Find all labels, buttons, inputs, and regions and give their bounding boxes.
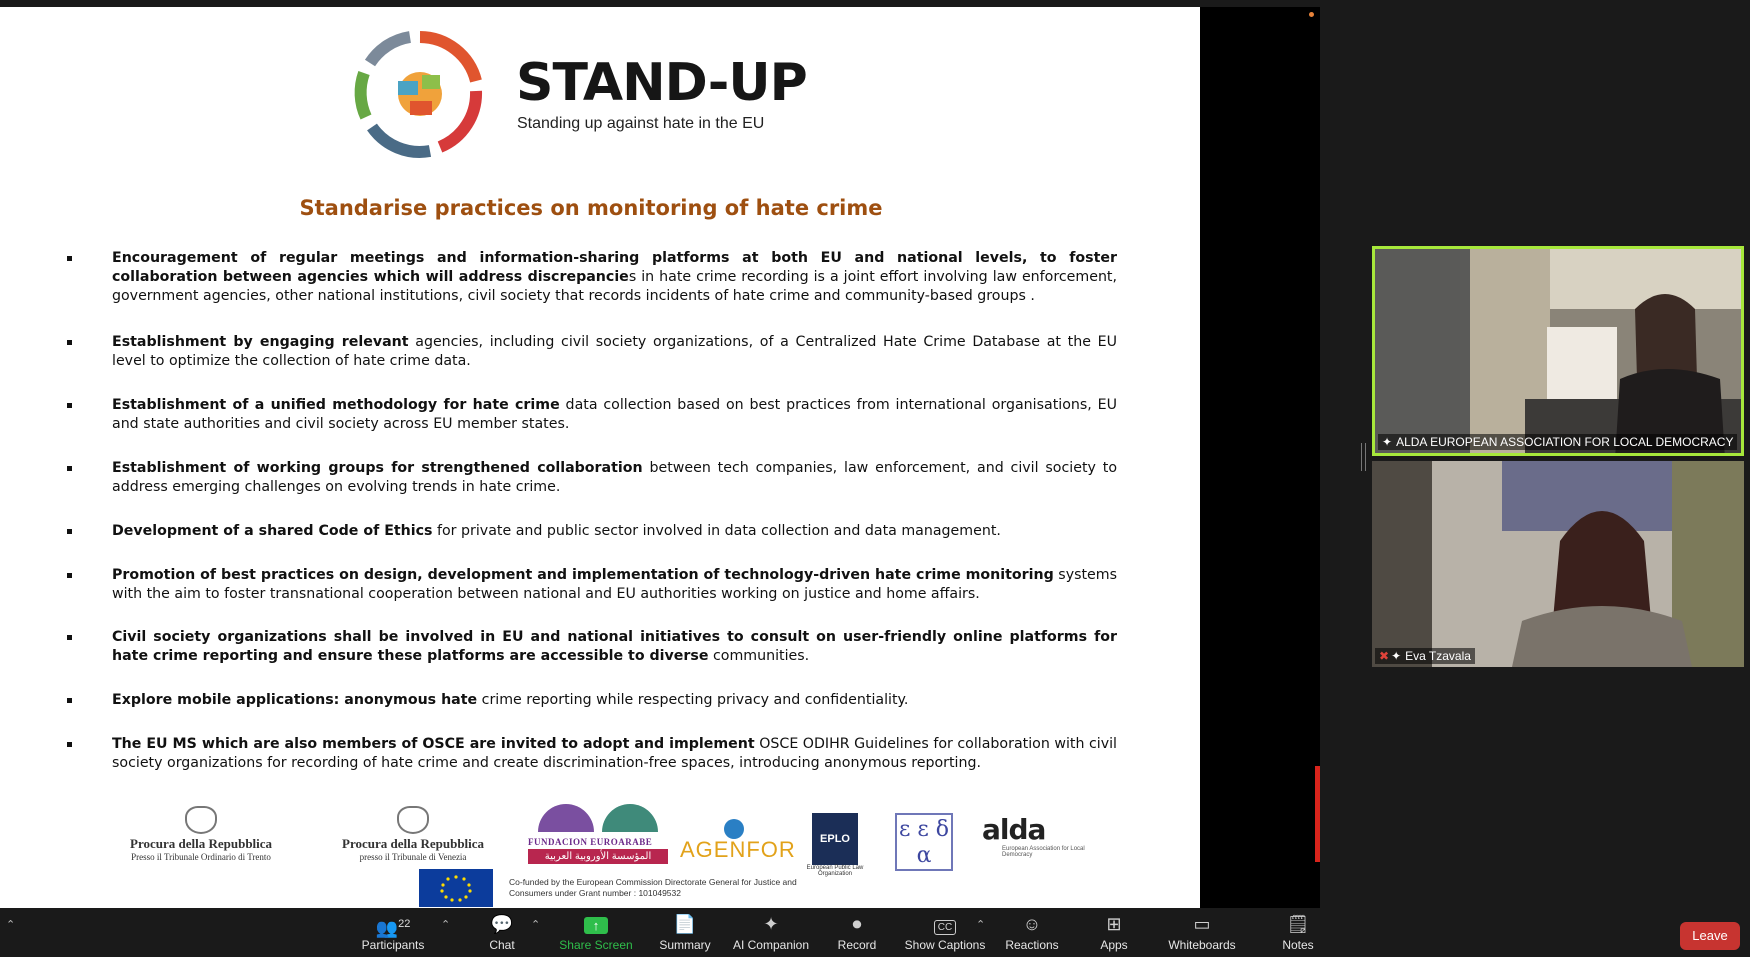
- brand-title: STAND-UP: [516, 53, 807, 113]
- participants-label: Participants: [361, 938, 425, 952]
- agenfor-icon: [724, 819, 744, 839]
- reactions-label: Reactions: [1005, 938, 1059, 952]
- share-screen-icon: ↑: [558, 908, 634, 938]
- bullet-icon: [67, 340, 72, 345]
- summary-button[interactable]: [654, 908, 716, 957]
- fundacion-name: FUNDACION EUROARABE: [528, 837, 653, 847]
- record-icon: ⏺: [852, 914, 862, 934]
- bullet-bold-text: Establishment of a unified methodology for hate crime: [112, 397, 560, 413]
- share-screen-button[interactable]: [558, 908, 634, 957]
- participants-icon: 👥$^{22}$: [375, 918, 411, 938]
- show-captions-label: Show Captions: [904, 938, 986, 952]
- participant-video-frame: [1372, 461, 1744, 667]
- bullet-text: systems with the aim to foster transnational cooperation between national and EU authorities working on justice and home affairs.: [112, 567, 1117, 602]
- bullet-icon: [67, 742, 72, 747]
- whiteboards-label: Whiteboards: [1168, 938, 1236, 952]
- muted-mic-icon: ✖: [1379, 649, 1390, 663]
- procura-venezia-logo: [342, 806, 484, 862]
- bullet-text: agencies, including civil society organizations, of a Centralized Hate Crime Database at the EU level to optimize the collection of hate crime data.: [112, 334, 1117, 369]
- participants-button[interactable]: [356, 908, 430, 957]
- procura-venezia-sub: presso il Tribunale di Venezia: [359, 852, 467, 862]
- bullet-text: data collection based on best practices from international organisations, EU and state authorities and civil society across EU member states.: [112, 397, 1117, 432]
- bullet-icon: [67, 256, 72, 261]
- slide-title: Standarise practices on monitoring of hate crime: [299, 196, 883, 220]
- fundacion-arabic-name: المؤسسة الأوروبية العربية: [528, 849, 668, 864]
- notes-button[interactable]: [1280, 908, 1316, 957]
- summary-label: Summary: [659, 938, 711, 952]
- apps-button[interactable]: [1096, 908, 1132, 957]
- participant-video-alda[interactable]: [1372, 246, 1744, 456]
- record-button[interactable]: [834, 908, 880, 957]
- stand-up-logo-icon: [350, 29, 490, 159]
- eplo-logo: [806, 813, 865, 877]
- chat-label: Chat: [489, 938, 515, 952]
- chat-button[interactable]: [480, 908, 524, 957]
- agenfor-logo: [680, 819, 796, 863]
- captions-icon: CC: [902, 908, 988, 938]
- bullet-bold-text: Encouragement of regular meetings and information-sharing platforms at both EU and national levels, to foster collaboration between agencies which will address discrepancie: [112, 250, 1117, 285]
- bullet-text: communities.: [708, 648, 810, 664]
- bullet-bold-text: Establishment of working groups for strengthened collaboration: [112, 460, 643, 476]
- whiteboards-button[interactable]: [1166, 908, 1238, 957]
- alda-name: alda: [982, 813, 1046, 846]
- agenfor-name: AGENFOR: [680, 837, 796, 862]
- captions-caret-icon[interactable]: ⌃: [976, 919, 986, 931]
- scroll-indicator: [1315, 766, 1320, 862]
- bullet-bold-text: The EU MS which are also members of OSCE are invited to adopt and implement: [112, 736, 755, 752]
- italian-emblem-icon: [185, 806, 217, 834]
- apps-icon: ⊞: [1106, 914, 1122, 934]
- alda-sub: European Association for Local Democracy: [1002, 846, 1085, 858]
- bullet-text: crime reporting while respecting privacy and confidentiality.: [477, 692, 909, 708]
- participant-name-tag: [1378, 434, 1737, 450]
- chat-caret-icon[interactable]: ⌃: [531, 919, 541, 931]
- top-strip: [0, 0, 1750, 7]
- alda-logo: [982, 813, 1092, 858]
- summary-icon: 📄: [673, 914, 697, 934]
- participant-name-tag: [1375, 648, 1475, 664]
- presentation-slide: [0, 7, 1200, 908]
- bullet-bold-text: Civil society organizations shall be involved in EU and national initiatives to consult on user-friendly online platforms for hate crime reporting and ensure these platforms are accessible to diverse: [112, 629, 1117, 664]
- ai-companion-label: AI Companion: [732, 938, 810, 952]
- cofunding-statement: Co-funded by the European Commission Directorate General for Justice and Consumers under Grant number : 101049532: [509, 877, 797, 898]
- whiteboard-icon: ▭: [1193, 914, 1211, 934]
- procura-trento-name: Procura della Repubblica: [130, 836, 273, 851]
- chat-icon: 💬: [490, 914, 514, 934]
- eu-flag-icon: [419, 869, 493, 907]
- participants-count: 22: [398, 918, 411, 930]
- audio-options-caret-icon[interactable]: ⌃: [6, 919, 16, 931]
- eplo-sub: European Public Law Organization: [806, 865, 864, 877]
- leave-button[interactable]: Leave: [1680, 922, 1740, 950]
- bullet-text: for private and public sector involved in data collection and data management.: [432, 523, 1001, 539]
- pin-icon: ✦: [1382, 435, 1393, 449]
- brand-tagline: Standing up against hate in the EU: [517, 115, 765, 132]
- bullet-icon: [67, 573, 72, 578]
- greek-letters-logo: ε ε δ α: [895, 813, 953, 871]
- notes-label: Notes: [1282, 938, 1314, 952]
- eplo-name: EPLO: [812, 813, 858, 865]
- fundacion-euroarabe-logo: [528, 804, 668, 864]
- show-captions-button[interactable]: [902, 908, 988, 957]
- meeting-toolbar: [0, 908, 1750, 957]
- procura-trento-sub: Presso il Tribunale Ordinario di Trento: [131, 852, 271, 862]
- ai-companion-icon: ✦: [763, 914, 779, 934]
- apps-label: Apps: [1100, 938, 1128, 952]
- fundacion-domes-icon: [528, 804, 668, 832]
- reactions-icon: ☺: [1022, 914, 1042, 934]
- record-label: Record: [837, 938, 877, 952]
- bullet-icon: [67, 698, 72, 703]
- procura-trento-logo: [130, 806, 272, 862]
- share-screen-label: Share Screen: [559, 938, 633, 952]
- participant-name: ALDA EUROPEAN ASSOCIATION FOR LOCAL DEMOCRACY: [1396, 435, 1734, 449]
- bullet-bold-text: Explore mobile applications: anonymous hate: [112, 692, 478, 708]
- participant-video-frame: [1375, 249, 1744, 456]
- bullet-icon: [67, 635, 72, 640]
- bullet-icon: [67, 529, 72, 534]
- bullet-bold-text: Development of a shared Code of Ethics: [112, 523, 433, 539]
- bullet-text: OSCE ODIHR Guidelines for collaboration with civil society organizations for recording of hate crime and create discrimination-free spaces, introducing anonymous reporting.: [112, 736, 1118, 771]
- participants-caret-icon[interactable]: ⌃: [441, 919, 451, 931]
- bullet-icon: [67, 403, 72, 408]
- procura-venezia-name: Procura della Repubblica: [342, 836, 485, 851]
- bullet-bold-text: Establishment by engaging relevant: [112, 334, 409, 350]
- bullet-bold-text: Promotion of best practices on design, development and implementation of technology-driven hate crime monitoring: [112, 567, 1054, 583]
- italian-emblem-icon: [397, 806, 429, 834]
- participant-name: Eva Tzavala: [1405, 649, 1471, 663]
- pin-icon: ✦: [1391, 649, 1402, 663]
- reactions-button[interactable]: [1002, 908, 1062, 957]
- ai-companion-button[interactable]: [728, 908, 814, 957]
- bullet-text: s in hate crime recording is a joint effort involving law enforcement, government agencies, other national institutions, civil society that records incidents of hate crime and community-based groups .: [112, 269, 1118, 304]
- notes-icon: 🗒: [1286, 914, 1310, 934]
- panel-resize-handle[interactable]: [1361, 443, 1366, 471]
- bullet-text: between tech companies, law enforcement, and civil society to address emerging challenges on evolving trends in hate crime.: [112, 460, 1118, 495]
- participant-video-eva[interactable]: [1372, 461, 1744, 667]
- bullet-icon: [67, 466, 72, 471]
- recording-indicator-icon: [1309, 12, 1314, 17]
